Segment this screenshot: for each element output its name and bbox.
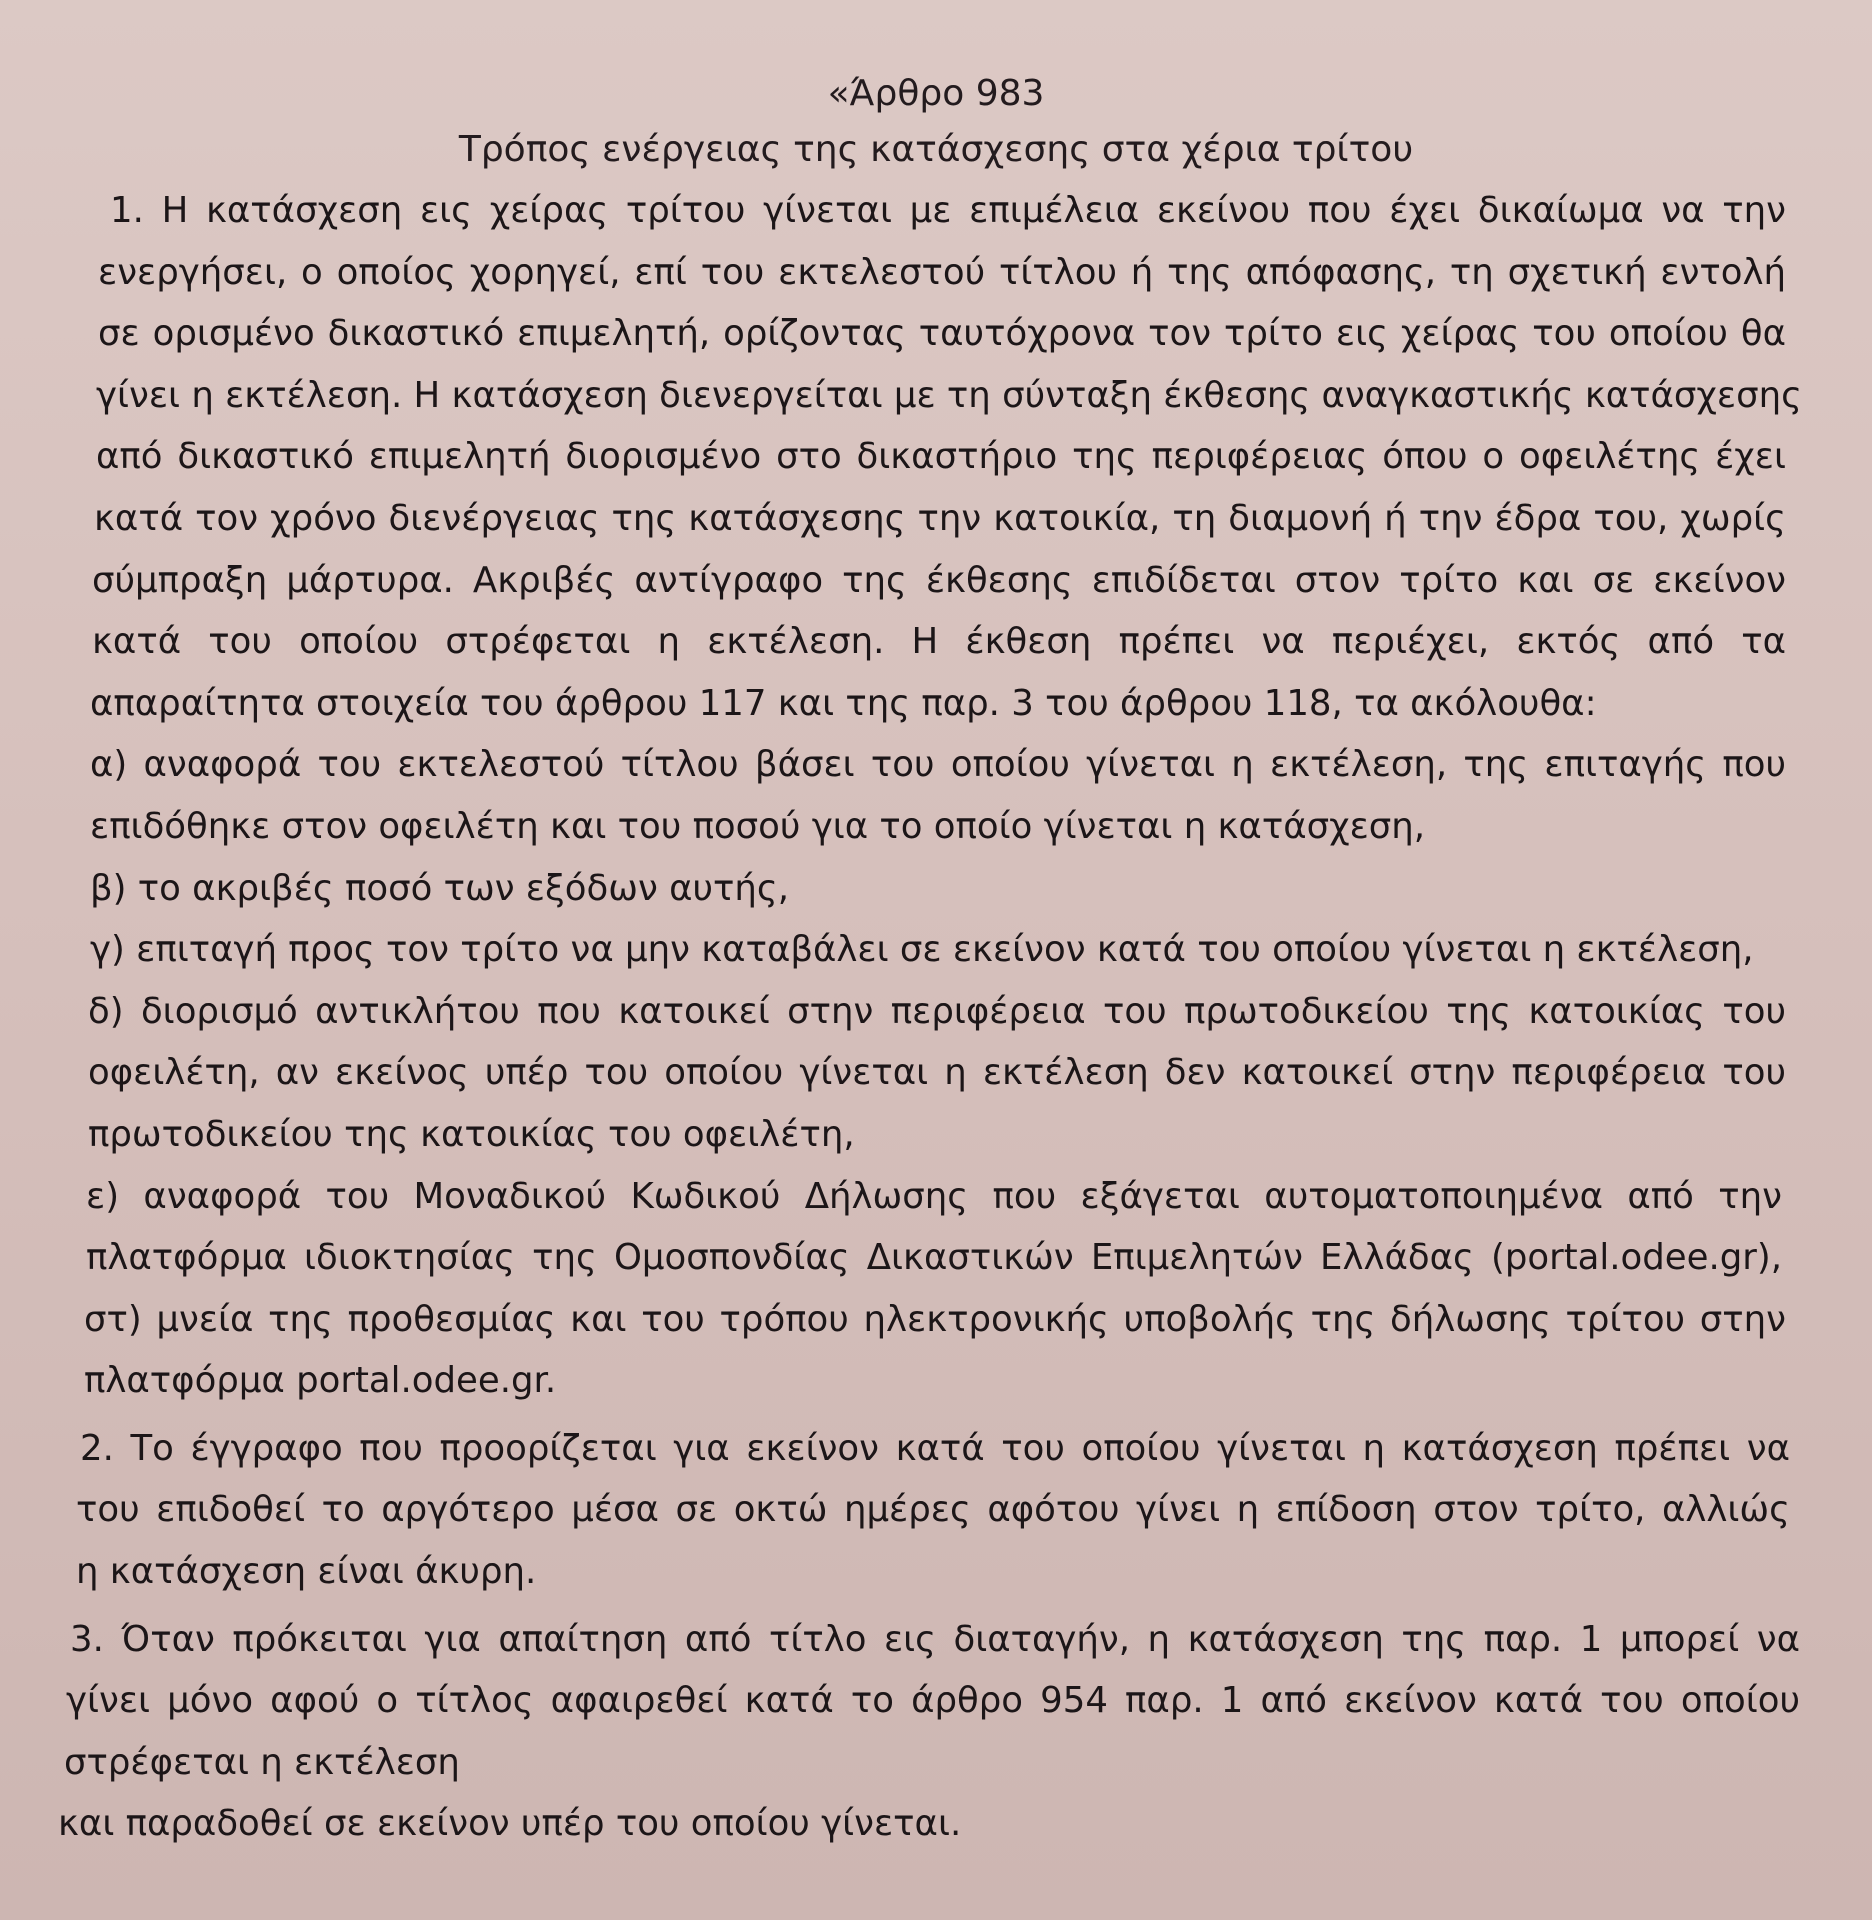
text-line: η κατάσχεση είναι άκυρη. xyxy=(76,1551,537,1593)
text-line: του επιδοθεί το αργότερο μέσα σε οκτώ ημέρες αφότου γίνει η επίδοση στον τρίτο, αλλιώς xyxy=(76,1489,1790,1531)
text-line: οφειλέτη, αν εκείνος υπέρ του οποίου γίνεται η εκτέλεση δεν κατοικεί στην περιφέρεια του xyxy=(88,1052,1786,1094)
article-body xyxy=(58,180,1802,1855)
text-line: πλατφόρμα portal.odee.gr. xyxy=(84,1360,557,1402)
list-item-a: α) αναφορά του εκτελεστού τίτλου βάσει του οποίου γίνεται η εκτέλεση, της επιταγής που xyxy=(90,744,1786,786)
article-title: Τρόπος ενέργειας της κατάσχεσης στα χέρια τρίτου xyxy=(458,129,1414,170)
list-item-e: ε) αναφορά του Μοναδικού Κωδικού Δήλωσης που εξάγεται αυτοματοποιημένα από την xyxy=(86,1175,1782,1217)
text-line: πρωτοδικείου της κατοικίας του οφειλέτη, xyxy=(88,1113,855,1155)
text-line: γίνει μόνο αφού ο τίτλος αφαιρεθεί κατά το άρθρο 954 παρ. 1 από εκείνον κατά του οποίου xyxy=(66,1680,1800,1722)
text-line: σε ορισμένο δικαστικό επιμελητή, ορίζοντας ταυτόχρονα τον τρίτο εις χείρας του οποίου θα xyxy=(98,313,1786,355)
text-line: επιδόθηκε στον οφειλέτη και του ποσού για το οποίο γίνεται η κατάσχεση, xyxy=(90,805,1426,847)
text-line: κατά τον χρόνο διενέργειας της κατάσχεσης την κατοικία, τη διαμονή ή την έδρα του, χωρίς xyxy=(94,497,1786,539)
paragraph-2: 2. Το έγγραφο που προορίζεται για εκείνον κατά του οποίου γίνεται η κατάσχεση πρέπει να xyxy=(80,1427,1790,1469)
text-line: γίνει η εκτέλεση. Η κατάσχεση διενεργείται με τη σύνταξη έκθεσης αναγκαστικής κατάσχεσης xyxy=(96,374,1802,416)
paragraph-3: 3. Όταν πρόκειται για απαίτηση από τίτλο εις διαταγήν, η κατάσχεση της παρ. 1 μπορεί να xyxy=(70,1618,1800,1660)
text-line: από δικαστικό επιμελητή διορισμένο στο δικαστήριο της περιφέρειας όπου ο οφειλέτης έχει xyxy=(96,436,1786,478)
text-line: στρέφεται η εκτέλεση xyxy=(64,1741,460,1783)
text-line: και παραδοθεί σε εκείνον υπέρ του οποίου γίνεται. xyxy=(58,1803,962,1845)
text-line: κατά του οποίου στρέφεται η εκτέλεση. Η έκθεση πρέπει να περιέχει, εκτός από τα xyxy=(92,621,1786,663)
text-line: απαραίτητα στοιχεία του άρθρου 117 και της παρ. 3 του άρθρου 118, τα ακόλουθα: xyxy=(90,682,1597,724)
text-line: ενεργήσει, ο οποίος χορηγεί, επί του εκτελεστού τίτλου ή της απόφασης, τη σχετική εντολή xyxy=(98,251,1786,293)
article-number: «Άρθρο 983 xyxy=(827,73,1045,114)
list-item-st: στ) μνεία της προθεσμίας και του τρόπου ηλεκτρονικής υποβολής της δήλωσης τρίτου στην xyxy=(84,1298,1786,1340)
text-line: σύμπραξη μάρτυρα. Ακριβές αντίγραφο της έκθεσης επιδίδεται στον τρίτο και σε εκείνον xyxy=(92,559,1786,601)
list-item-c: γ) επιταγή προς τον τρίτο να μην καταβάλει σε εκείνον κατά του οποίου γίνεται η εκτέλεση, xyxy=(90,929,1754,971)
text-line: πλατφόρμα ιδιοκτησίας της Ομοσπονδίας Δικαστικών Επιμελητών Ελλάδας (portal.odee.gr), xyxy=(86,1237,1782,1279)
text-line: 1. Η κατάσχεση εις χείρας τρίτου γίνεται με επιμέλεια εκείνου που έχει δικαίωμα να την xyxy=(110,190,1786,231)
list-item-b: β) το ακριβές ποσό των εξόδων αυτής, xyxy=(90,867,790,909)
list-item-d: δ) διορισμό αντικλήτου που κατοικεί στην περιφέρεια του πρωτοδικείου της κατοικίας του xyxy=(88,990,1786,1032)
